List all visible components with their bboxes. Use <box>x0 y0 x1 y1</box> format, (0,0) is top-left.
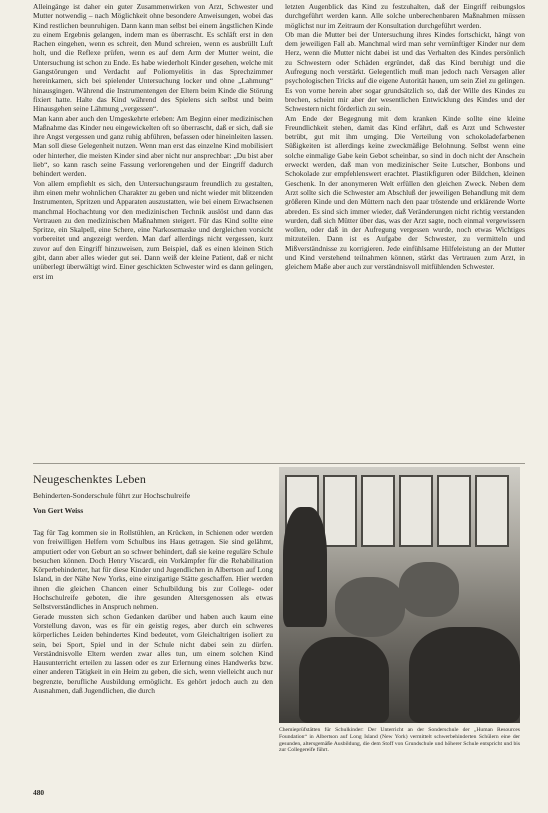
article-subtitle: Behinderten-Sonderschule führt zur Hochschulreife <box>33 491 191 500</box>
student-figure <box>399 562 459 617</box>
wheelchair-student-figure <box>299 637 389 723</box>
window <box>437 475 471 547</box>
paragraph: Von allem empfiehlt es sich, den Untersuchungsraum freundlich zu gestalten, ihm einen mehr wohnlichen Charakter zu geben und nicht wieder mit blitzenden Instrumenten, Spritzen und Apparaten auszustatten, wie bei einem Erwachsenen manchmal Hochachtung vor den medizinischen Technik auslöst und dann das Vertrauen zu den medizinischen Maßnahmen steigert. Für das Kind sollte eine Spritze, ein Skalpell, eine Schere, eine Narkosemaske und dergleichen vorsicht vorbereitet und angezeigt werden. Man darf allerdings nicht vergessen, kurz zuvor auf den Eingriff hinzuweisen, zum Beispiel, daß es einen kleinen Stich gibt, dann aber alles wieder gut sei. Dann weiß der kleine Patient, daß er nicht unüberlegt überwältigt wird. Einer geschickten Schwester wird es dann gelingen, erst im <box>33 178 273 281</box>
paragraph: Ob man die Mutter bei der Untersuchung ihres Kindes fortschickt, hängt von dem jeweiligen Fall ab. Manchmal wird man sehr vernünftiger Kinder nur dem Herz, wenn die Mutter nicht dabei ist und das Verhalten des Kindes persönlich zu Schwestern oder Schäden ergründet, daß das Kind beruhigt und die Aufregung noch verstärkt. Gelegentlich muß man jedoch nach Versagen aller psychologischen Tricks auf die eigene Autorität hauen, um sein Ziel zu gelingen. Es von vorne herein aber sogar grundsätzlich so, daß der Wille des Kindes zu brechen, scheint mir aber der wesentlichen Entwicklung des Kindes und der Schwestern nicht förderlich zu sein. <box>285 29 525 114</box>
window <box>399 475 433 547</box>
top-article-right-column <box>285 2 525 272</box>
student-figure <box>335 577 405 637</box>
article-author: Von Gert Weiss <box>33 506 84 515</box>
window <box>323 475 357 547</box>
section-divider <box>33 463 525 464</box>
paragraph: Gerade mussten sich schon Gedanken darüber und haben auch kaum eine Vorstellung davon, was es für ein geistig reges, aber durch ein schweres körperliches Leiden behindertes Kind bedeutet, vom Gleichaltrigen isoliert zu sein, bei Sport, Spiel und in der Schule nicht dabei sein zu dürfen. Verständnisvolle Eltern werden zwar alles tun, um einem solchen Kind Hausunterricht erteilen zu lassen oder es zur Erlernung eines Handwerks bzw. einer anderen Tätigkeit in ein Heim zu geben, die sich, wenn vielleicht auch nur begrenzte, berufliche Ausbildung ermöglicht. Es gehört jedoch auch zu den Ausnahmen, daß Jugendlichen, die durch <box>33 611 273 696</box>
paragraph: Alleingänge ist daher ein guter Zusammenwirken von Arzt, Schwester und Mutter notwendig – nach Möglichkeit ohne besondere Anweisungen, wobei das Kind restlichen beunruhigen. Dann kann man selbst bei einem ängstlichen Kinde zu einem Ergebnis gelangen, indem man es überrascht. Es schläft erst in den Rachen eingehen, wenn es schreit, den Mund schreien, wenn es ausbrüllt Luft holt, und die Reflexe prüfen, wenn es auf dem Arm der Mutter weint, die Untersuchung ist schon zu Ende. Es habe wiederholt Kinder gesehen, welche mit Gangstörungen und Verdacht auf Poliomyelitis in das Sprechzimmer hereinkamen, sich bei spielender Untersuchung locker und ohne „Lahmung“ hinausgingen. Während die Instrumentengen der Eltern beim Kinde die Störung fixiert hatte. Halte das Kind während des Spielens sich selbst und beim Hinausgehen seine Lähmung „vergessen“. <box>33 2 273 114</box>
paragraph: Am Ende der Begegnung mit dem kranken Kinde sollte eine kleine Freundlichkeit stehen, damit das Kind erfährt, daß es Arzt und Schwester betrübt, gut mit ihm umging. Die Verteilung von schokoladefarbenen Süßigkeiten ist allerdings keine zweckmäßige Belohnung. Selbst wenn eine solche einmalige Gabe kein Gebot scheinbar, so sind in doch nicht der Anschein erweckt werden, daß man von medizinischer Seite Lutscher, Bonbons und Schokolade zur empfehlenswert erachtet. Plastikfiguren oder Bildchen, kleinen Geschenk. In der anonymeren Welt erfüllen den gleichen Zweck. Neben dem Arzt sollte sich die Schwester am Abschluß der jeweiligen Behandlung mit dem größeren Kinde und den Müttern nach den paar tröstende und erklärende Worte abreden. Es sind sich immer wieder, daß Veränderungen nicht richtig verstanden wurden, daß sich Mütter über das, was der Arzt sagte, noch einmal vergewissern wollen, oder daß in der Aufregung vergessen wurde, noch etwas Wichtiges mitzuteilen. Dann ist es Aufgabe der Schwester, zu vermitteln und Mißverständnisse zu korrigieren. Jede einfühlsame Hilfeleistung an der Mutter und Kind verstehend teilnahmen können, stärkt das Vertrauen zum Arzt, in gleichem Maße aber auch zur verständnisvoll mitfühlenden Schwester. <box>285 113 525 272</box>
photo-caption: Chemieprüfstätten für Schulkinder: Der Unterricht an der Sonderschule der „Human Resources Foundation“ in Albertson auf Long Island (New York) vermittelt schwerbehinderten Schülern eine der gesunden, altersgemäße Ausbildung, die dem Stoff von Grundschule und höherer Schule entspricht und bis zur Collegereife führt. <box>279 727 520 754</box>
window <box>361 475 395 547</box>
paragraph: Man kann aber auch den Umgeskehrte erleben: Am Beginn einer medizinischen Maßnahme das Kinder neu eingewickelten oft so überrascht, daß er sich, daß sie ihre Angst vergessen und ganz ruhig abführen, befassen oder hineinleiten lassen. Man soll diese Gelegenheit nutzen. Wenn man erst das einzelne Kind mobilisiert oder hinterher, die meisten Kinder sind aber nicht nur ansprechbar: „Du bist aber lieb“, so kann rasch seine Fassung verlorengehen und der Eingriff dadurch behindert werden. <box>33 113 273 179</box>
teacher-figure <box>283 507 327 627</box>
paragraph: letzten Augenblick das Kind zu festzuhalten, daß der Eingriff reibungslos durchgeführt werden kann. Alle solche unberechenbaren Maßnahmen müssen möglichst nur im Zeitraum der Konsultation durchgeführt werden. <box>285 2 525 30</box>
article-body <box>33 528 273 695</box>
page-number: 480 <box>33 788 45 797</box>
article-heading: Neugeschenktes Leben <box>33 472 146 486</box>
window <box>475 475 509 547</box>
student-figure <box>409 627 520 723</box>
paragraph: Tag für Tag kommen sie in Rollstühlen, an Krücken, in Schienen oder werden von freiwilligen Helfern vom Schulbus ins Haus getragen. Sie sind gelähmt, amputiert oder von Geburt an so schwer behindert, daß sie keine reguläre Schule besuchen können. Doch Henry Viscardi, ein Vorkämpfer für die Rehabilitation Körperbehinderter, hat für diese Kinder und Jugendlichen in Albertson auf Long Island, in der Nähe New Yorks, eine einzigartige Stätte geschaffen. Hier werden ihnen die gleichen Chancen einer Schulbildung bis zur College- oder Hochschulreife geboten, die ihre gesunden Altersgenossen als etwas Selbstverständliches in Anspruch nehmen. <box>33 528 273 612</box>
classroom-photo <box>279 467 520 723</box>
top-article-left-column <box>33 2 273 281</box>
